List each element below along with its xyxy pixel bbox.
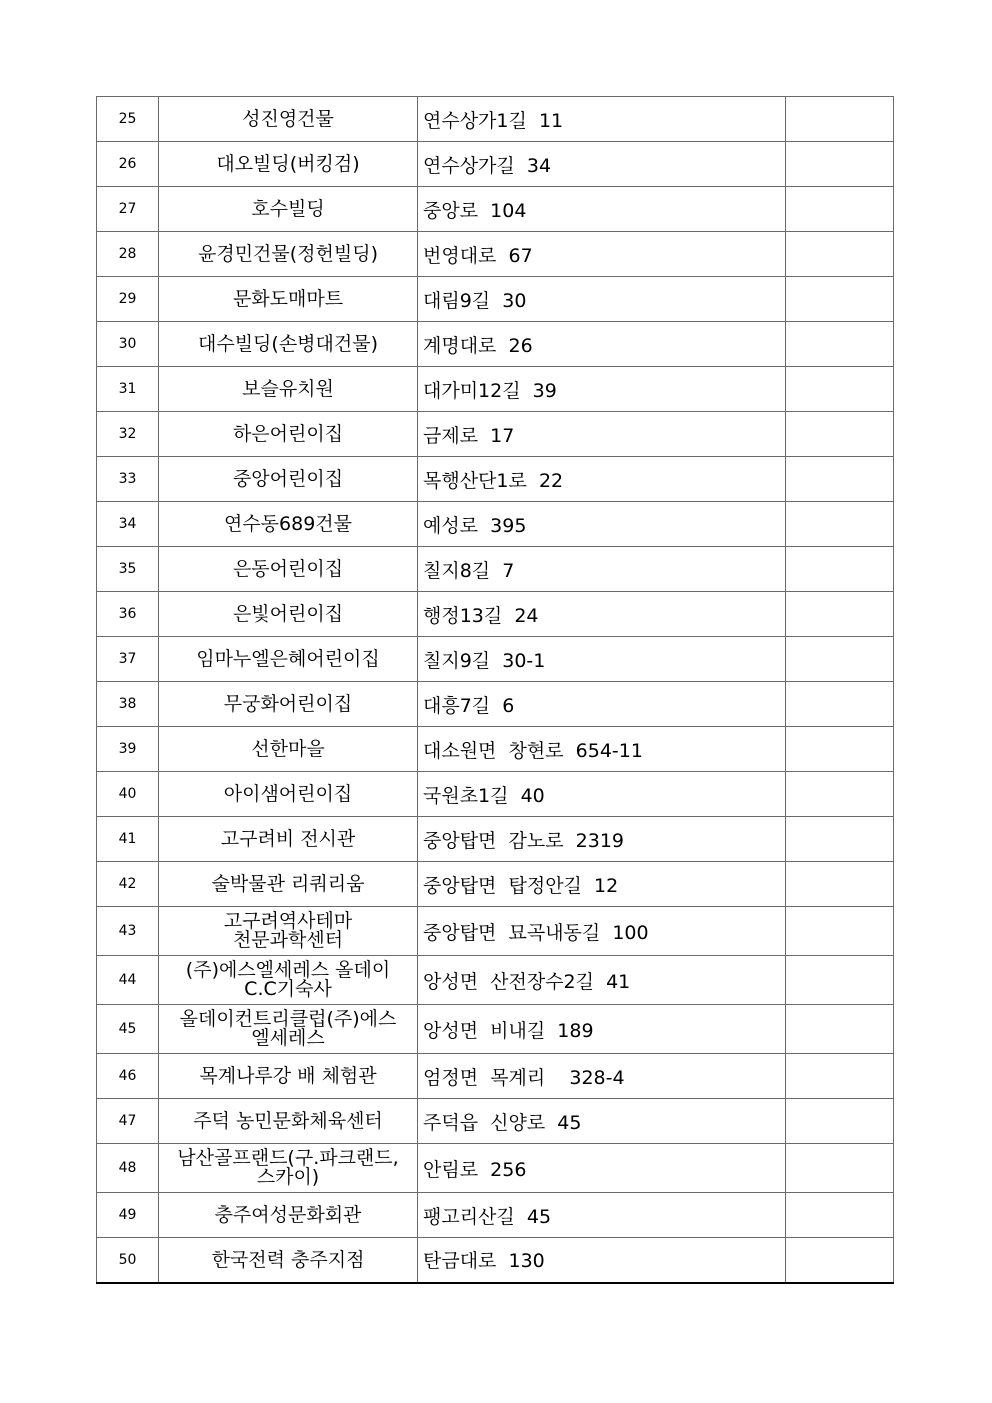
row-number: 27 — [97, 187, 159, 232]
remarks-cell — [786, 502, 894, 547]
facility-address: 칠지8길 7 — [418, 547, 786, 592]
row-number: 39 — [97, 727, 159, 772]
facility-name: 은빛어린이집 — [159, 592, 418, 637]
remarks-cell — [786, 1193, 894, 1238]
facility-name: 호수빌딩 — [159, 187, 418, 232]
table-row — [97, 1238, 894, 1283]
row-number: 34 — [97, 502, 159, 547]
facility-name: 무궁화어린이집 — [159, 682, 418, 727]
row-number: 29 — [97, 277, 159, 322]
facility-name: 중앙어린이집 — [159, 457, 418, 502]
row-number: 32 — [97, 412, 159, 457]
remarks-cell — [786, 862, 894, 907]
row-number: 36 — [97, 592, 159, 637]
table-row — [97, 862, 894, 907]
row-number: 25 — [97, 97, 159, 142]
table-row — [97, 277, 894, 322]
table-row — [97, 817, 894, 862]
remarks-cell — [786, 592, 894, 637]
facility-name: 보슬유치원 — [159, 367, 418, 412]
remarks-cell — [786, 277, 894, 322]
facility-name: 목계나루강 배 체험관 — [159, 1054, 418, 1099]
row-number: 31 — [97, 367, 159, 412]
facility-address: 연수상가길 34 — [418, 142, 786, 187]
facility-address: 목행산단1로 22 — [418, 457, 786, 502]
remarks-cell — [786, 367, 894, 412]
row-number: 46 — [97, 1054, 159, 1099]
row-number: 43 — [97, 907, 159, 956]
row-number: 26 — [97, 142, 159, 187]
table-row — [97, 547, 894, 592]
row-number: 49 — [97, 1193, 159, 1238]
facility-address: 앙성면 비내길 189 — [418, 1005, 786, 1054]
facility-address: 예성로 395 — [418, 502, 786, 547]
table-row — [97, 1005, 894, 1054]
facility-name: (주)에스엘세레스 올데이 C.C기숙사 — [159, 956, 418, 1005]
facility-name: 주덕 농민문화체육센터 — [159, 1099, 418, 1144]
row-number: 40 — [97, 772, 159, 817]
table-row — [97, 412, 894, 457]
row-number: 48 — [97, 1144, 159, 1193]
table-row — [97, 1193, 894, 1238]
remarks-cell — [786, 1005, 894, 1054]
facility-address: 앙성면 산전장수2길 41 — [418, 956, 786, 1005]
facility-address: 탄금대로 130 — [418, 1238, 786, 1283]
remarks-cell — [786, 727, 894, 772]
facility-address: 안림로 256 — [418, 1144, 786, 1193]
remarks-cell — [786, 637, 894, 682]
facility-name: 하은어린이집 — [159, 412, 418, 457]
facility-address: 계명대로 26 — [418, 322, 786, 367]
facility-address: 중앙탑면 감노로 2319 — [418, 817, 786, 862]
facility-name: 선한마을 — [159, 727, 418, 772]
row-number: 35 — [97, 547, 159, 592]
table-row — [97, 682, 894, 727]
facility-name: 고구려역사테마 천문과학센터 — [159, 907, 418, 956]
remarks-cell — [786, 1144, 894, 1193]
table-row — [97, 907, 894, 956]
table-row — [97, 1054, 894, 1099]
facility-address: 중앙탑면 탑정안길 12 — [418, 862, 786, 907]
facility-address: 엄정면 목계리 328-4 — [418, 1054, 786, 1099]
table-row — [97, 502, 894, 547]
facility-name: 연수동689건물 — [159, 502, 418, 547]
facility-address: 주덕읍 신양로 45 — [418, 1099, 786, 1144]
table-row — [97, 232, 894, 277]
row-number: 42 — [97, 862, 159, 907]
facility-address: 칠지9길 30-1 — [418, 637, 786, 682]
table-row — [97, 97, 894, 142]
remarks-cell — [786, 772, 894, 817]
table-row — [97, 142, 894, 187]
row-number: 33 — [97, 457, 159, 502]
remarks-cell — [786, 956, 894, 1005]
facility-name: 임마누엘은혜어린이집 — [159, 637, 418, 682]
facility-name: 충주여성문화회관 — [159, 1193, 418, 1238]
remarks-cell — [786, 682, 894, 727]
row-number: 50 — [97, 1238, 159, 1283]
table-row — [97, 727, 894, 772]
facility-name: 대오빌딩(버킹검) — [159, 142, 418, 187]
remarks-cell — [786, 412, 894, 457]
facility-name: 아이샘어린이집 — [159, 772, 418, 817]
facility-table — [96, 96, 894, 1284]
row-number: 45 — [97, 1005, 159, 1054]
remarks-cell — [786, 907, 894, 956]
table-row — [97, 367, 894, 412]
facility-address: 행정13길 24 — [418, 592, 786, 637]
facility-name: 올데이컨트리클럽(주)에스 엘세레스 — [159, 1005, 418, 1054]
row-number: 30 — [97, 322, 159, 367]
table-row — [97, 956, 894, 1005]
facility-address: 대소원면 창현로 654-11 — [418, 727, 786, 772]
facility-name: 한국전력 충주지점 — [159, 1238, 418, 1283]
table-row — [97, 457, 894, 502]
facility-name: 문화도매마트 — [159, 277, 418, 322]
remarks-cell — [786, 547, 894, 592]
facility-name: 은동어린이집 — [159, 547, 418, 592]
table-row — [97, 772, 894, 817]
remarks-cell — [786, 142, 894, 187]
row-number: 38 — [97, 682, 159, 727]
facility-address: 대가미12길 39 — [418, 367, 786, 412]
table-row — [97, 592, 894, 637]
row-number: 41 — [97, 817, 159, 862]
table-row — [97, 187, 894, 232]
facility-name: 성진영건물 — [159, 97, 418, 142]
facility-address: 번영대로 67 — [418, 232, 786, 277]
facility-address: 국원초1길 40 — [418, 772, 786, 817]
facility-table-body — [97, 97, 894, 1283]
facility-name: 대수빌딩(손병대건물) — [159, 322, 418, 367]
remarks-cell — [786, 457, 894, 502]
row-number: 44 — [97, 956, 159, 1005]
remarks-cell — [786, 322, 894, 367]
facility-name: 고구려비 전시관 — [159, 817, 418, 862]
row-number: 47 — [97, 1099, 159, 1144]
facility-address: 중앙로 104 — [418, 187, 786, 232]
remarks-cell — [786, 232, 894, 277]
remarks-cell — [786, 187, 894, 232]
facility-address: 대림9길 30 — [418, 277, 786, 322]
remarks-cell — [786, 817, 894, 862]
remarks-cell — [786, 97, 894, 142]
remarks-cell — [786, 1238, 894, 1283]
facility-address: 중앙탑면 묘곡내동길 100 — [418, 907, 786, 956]
table-row — [97, 637, 894, 682]
facility-address: 금제로 17 — [418, 412, 786, 457]
facility-name: 남산골프랜드(구.파크랜드, 스카이) — [159, 1144, 418, 1193]
facility-name: 윤경민건물(정헌빌딩) — [159, 232, 418, 277]
row-number: 28 — [97, 232, 159, 277]
facility-address: 팽고리산길 45 — [418, 1193, 786, 1238]
table-row — [97, 322, 894, 367]
table-row — [97, 1144, 894, 1193]
facility-address: 대흥7길 6 — [418, 682, 786, 727]
remarks-cell — [786, 1054, 894, 1099]
remarks-cell — [786, 1099, 894, 1144]
facility-name: 술박물관 리쿼리움 — [159, 862, 418, 907]
facility-address: 연수상가1길 11 — [418, 97, 786, 142]
table-row — [97, 1099, 894, 1144]
row-number: 37 — [97, 637, 159, 682]
